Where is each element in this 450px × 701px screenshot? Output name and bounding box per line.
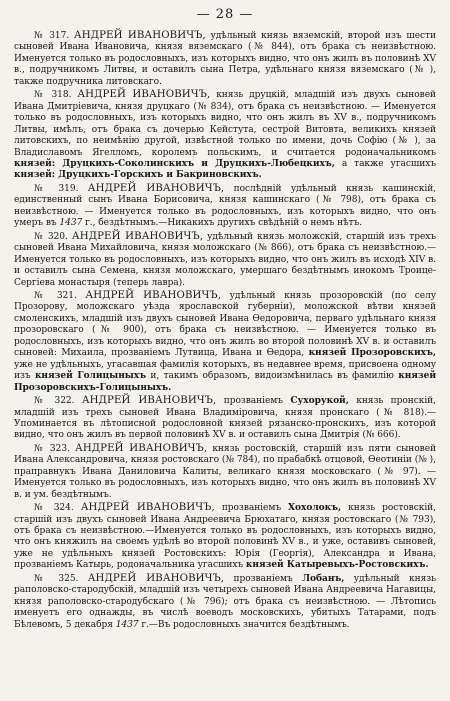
entry-text: удѣльный князь прозоровскій (по селу Прозорову, моложскаго уѣзда ярославской губерніи), моложской вѣтви князей смоленскихъ, младшій изъ двухъ сыновей Ивана Ѳедоровича, перваго удѣльнаго князя прозоровскаго (№ 900), отъ брака съ неизвѣстною. — Именуется только въ родословныхъ, изъ которыхъ видно, что онъ жилъ во второй половинѣ XV в. и оставилъ сыновей: Михаила, прозваніемъ Лутвица, Ивана и Ѳедора, [14,290,437,359]
entry-text: г.—Въ родословныхъ значится бездѣтнымъ. [138,619,350,630]
entry-name: АНДРЕЙ ИВАНОВИЧЪ, [87,572,225,584]
entry-text: князь ростовскій, старшій изъ пяти сыновей Ивана Александровича, князя ростовскаго (№ 784), по прабабкѣ отцовой, Ѳеотиніи (№ ), праправнукъ Ивана Даниловича Калиты, великаго князя московскаго (№ 97). — Именуется только въ родословныхъ, изъ которыхъ видно, что онъ жилъ въ половинѣ XV в. и ум. бездѣтнымъ. [14,443,437,500]
entry-321 [14,290,436,394]
entry-324 [14,502,436,572]
entry-name: АНДРЕЙ ИВАНОВИЧЪ, [87,182,225,194]
entry-number: № 319. [34,183,79,194]
entry-text: князь пронскій, младшій изъ трехъ сыновей Ивана Владиміровича, князя пронскаго (№ 818).—Упоминается въ лѣтописной родословной князей рязанско-пронскихъ, изъ которой видно, что онъ жилъ въ первой половинѣ XV в. и оставилъ сына Дмитрія (№ 666). [14,396,436,441]
entry-text: князь ростовскій, старшій изъ двухъ сыновей Ивана Андреевича Брюхатаго, князя ростовскаго (№ 793), отъ брака съ неизвѣстною.—Именуется только въ родословныхъ, изъ которыхъ видно, что онъ княжилъ на своемъ удѣлѣ во второй половинѣ XV в., и уже, оставивъ сыновей, уже не удѣльныхъ князей Ростовскихъ: Юрія (Георгія), Александра и Ивана, прозваніемъ Катырь, родоначальника угасшихъ [14,503,436,571]
entry-text: прозваніемъ [224,573,303,584]
entry-number: № 321. [34,290,77,301]
entry-number: № 325. [34,573,79,584]
entry-number: № 318. [34,90,72,101]
entry-number: № 317. [34,31,70,41]
entry-bold-text: князей Голицыныхъ [34,371,147,382]
entry-name: АНДРЕЙ ИВАНОВИЧЪ, [80,502,215,514]
entry-text: уже не удѣльныхъ, угасавшая фамилія которыхъ, въ недавнее время, присвоена одному изъ [14,359,436,382]
entry-name: АНДРЕЙ ИВАНОВИЧЪ, [71,230,204,242]
entry-name: АНДРЕЙ ИВАНОВИЧЪ, [77,89,211,101]
entry-318 [14,89,436,182]
entry-bold-text: князей: Друцкихъ-Соколинскихъ и Друцкихъ-Любецкихъ, [14,158,335,169]
entry-text: удѣльный князь раполовско-стародубскій, младшій изъ четырехъ сыновей Ивана Андреевича Нагавицы, князя раполовско-стародубскаго (№ 796); отъ брака съ неизвѣстною. — Лѣтопись именуетъ его однажды, въ числѣ воеводъ московскихъ, убитыхъ Татарами, подъ Бѣлевомъ, 5 декабря [14,573,436,630]
entry-bold-text: князей: Друцкихъ-Горскихъ и Бакриновскихъ. [14,170,262,181]
entry-bold-text: князей Катыревыхъ-Ростовскихъ. [245,560,429,571]
entry-325 [14,573,436,631]
entry-text: удѣльный князь вяземскій, второй изъ шести сыновей Ивана Ивановича, князя вяземскаго (№ 844), отъ брака съ неизвѣстною. Именуется только въ родословныхъ, изъ которыхъ видно, что онъ жилъ въ половинѣ XV в., подручникомъ Литвы, и оставилъ сына Петра, удѣльнаго князя вяземскаго (№ ), также подручника литовскаго. [14,31,436,87]
entry-bold-text: Хохолокъ, [288,503,342,514]
entry-text: удѣльный князь моложскій, старшій изъ трехъ сыновей Ивана Михайловича, князя моложскаго (№ 866), отъ брака съ неизвѣстною.—Именуется только въ родословныхъ, изъ которыхъ видно, что онъ жилъ въ исходѣ XIV в. и оставилъ сына Семена, князя моложскаго, умершаго бездѣтнымъ инокомъ Троице-Сергіева монастыря (теперь лавра). [14,231,437,288]
entry-name: АНДРЕЙ ИВАНОВИЧЪ, [81,395,217,407]
entry-text: г., бездѣтнымъ.—Никакихъ другихъ свѣдѣній о немъ нѣтъ. [82,218,362,229]
entry-322 [14,395,436,442]
entry-bold-text: князей Прозоровскихъ, [308,348,436,359]
entry-text: князь друцкій, младшій изъ двухъ сыновей Ивана Дмитріевича, князя друцкаго (№ 834), отъ брака съ неизвѣстною. — Именуется только въ родословныхъ, изъ которыхъ видно, что онъ жилъ въ XV в., подручникомъ Литвы, имѣлъ, отъ брака съ дочерью Кейстута, сестрой Витовта, великихъ князей литовскихъ, по неимѣнію другой, извѣстной только по имени, дочь Софію (№ ), за Владиславомъ Ягелломъ, королемъ польскимъ, и считается родоначальникомъ [14,90,436,158]
entry-bold-text: Сухорукой, [290,396,349,407]
entry-323 [14,443,436,501]
entry-number: № 322. [34,396,75,407]
entry-bold-text: Лобанъ, [302,573,345,584]
entry-text: а также угасшихъ [334,158,436,169]
entry-number: № 324. [34,503,74,514]
entry-text: прозваніемъ [216,396,291,407]
entry-text: послѣдній удѣльный князь кашинскій, единственный сынъ Ивана Борисовича, князя кашинскаго (№ 798), отъ брака съ неизвѣстною. — Именуется только въ родословныхъ, изъ которыхъ видно, что онъ умеръ въ [14,183,436,229]
entry-name: АНДРЕЙ ИВАНОВИЧЪ, [85,289,222,301]
entry-italic-year: 1437 [59,218,83,229]
entry-number: № 320. [34,231,68,242]
entry-319 [14,183,436,230]
entry-bold-text: князей Прозоровскихъ-Голицыныхъ. [14,371,437,393]
entry-italic-year: 1437 [115,619,139,630]
entry-text: и, такимъ образомъ, видоизмѣнилась въ фамилію [146,371,399,382]
entry-name: АНДРЕЙ ИВАНОВИЧЪ, [73,30,206,41]
entry-317 [14,30,436,88]
entry-text: прозваніемъ [214,503,289,514]
entry-number: № 323. [34,443,70,454]
entry-name: АНДРЕЙ ИВАНОВИЧЪ, [75,442,208,454]
entry-320 [14,231,436,289]
page-number-header: — 28 — [196,7,254,22]
